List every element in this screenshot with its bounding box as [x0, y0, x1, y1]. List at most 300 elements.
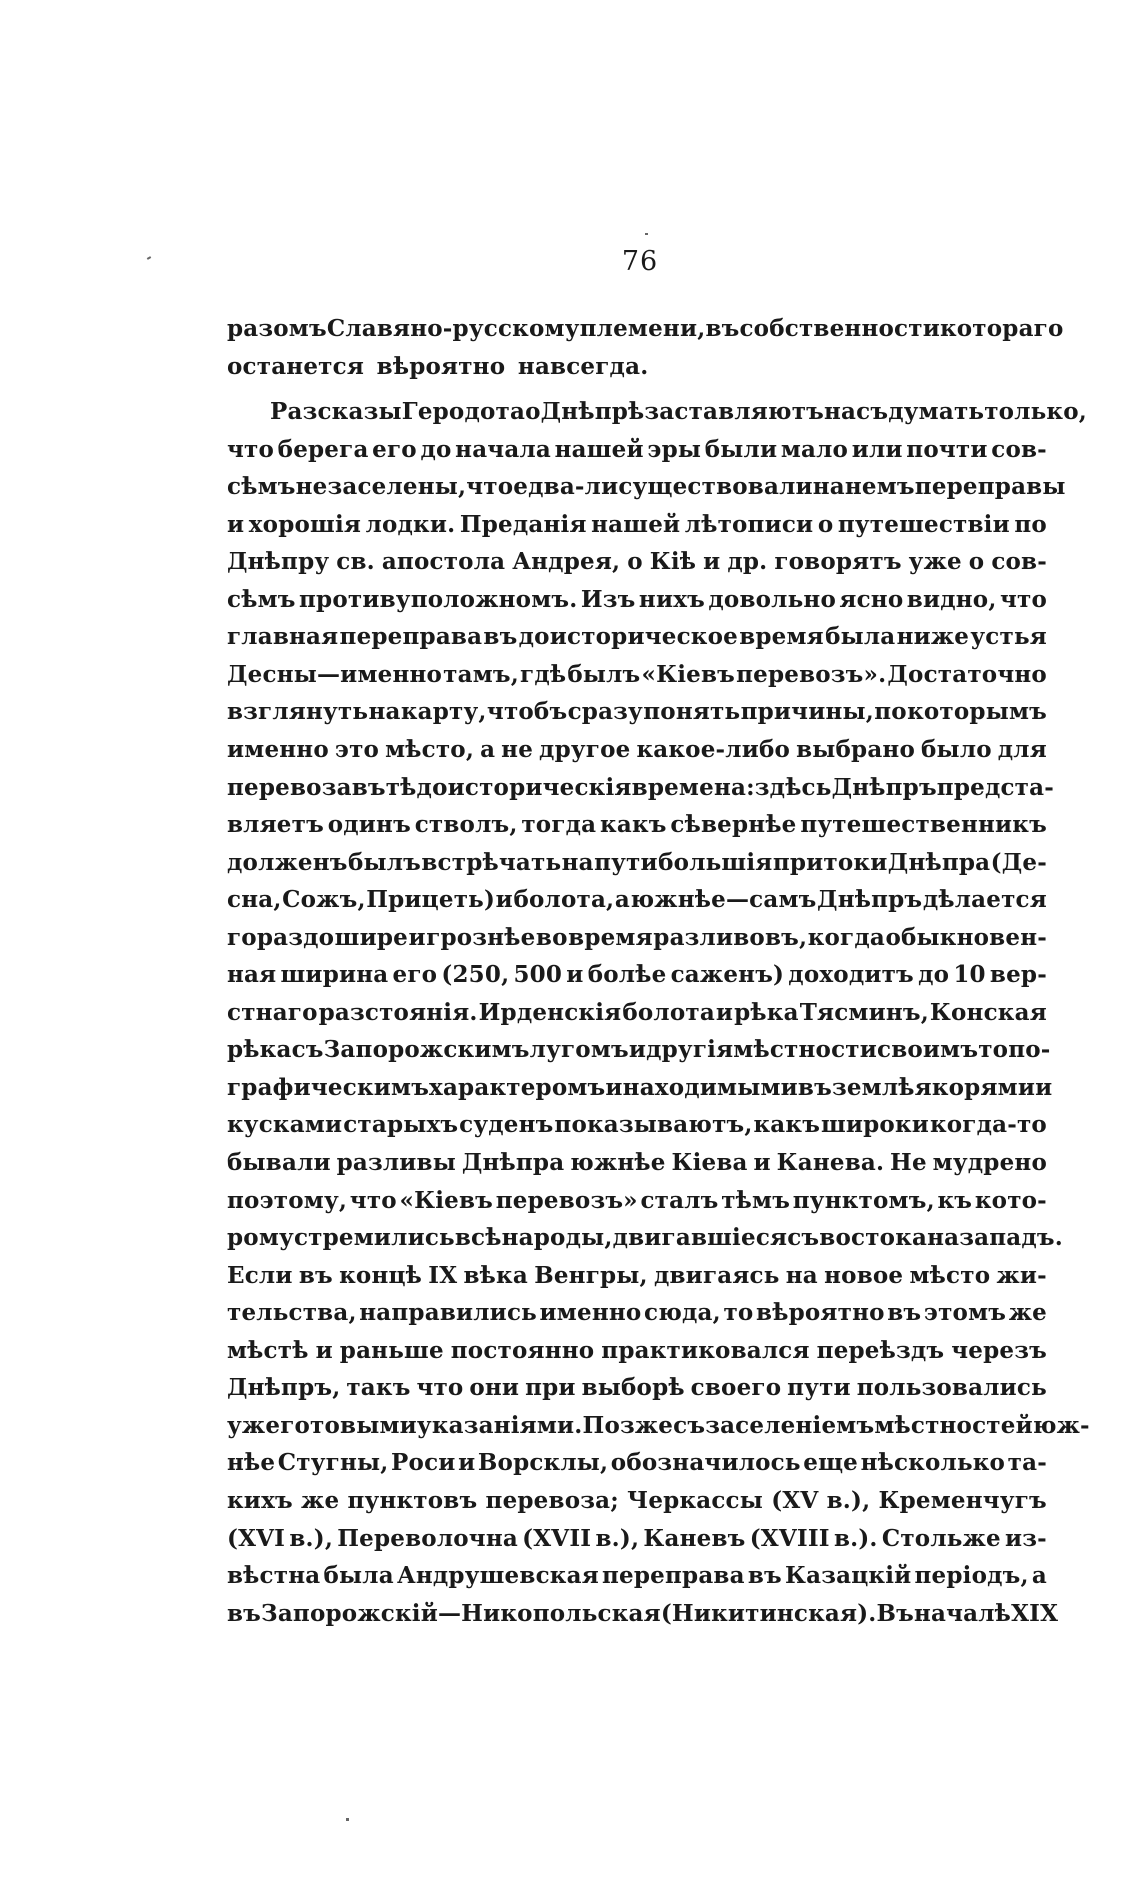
word: почти: [906, 435, 988, 463]
word: Кременчугъ: [878, 1486, 1047, 1514]
word: рѣка: [227, 1036, 292, 1064]
word: двигавшіеся: [612, 1224, 788, 1252]
word: разливовъ,: [653, 923, 808, 951]
word: «Кіевъ: [641, 660, 735, 688]
word: всѣ: [454, 1224, 502, 1252]
text-line: [227, 769, 1054, 807]
word: въ: [483, 623, 518, 651]
word: что: [349, 1186, 397, 1214]
text-line: [227, 1219, 1063, 1257]
word: о: [525, 398, 541, 426]
word: его: [392, 961, 438, 989]
word: показываютъ,: [554, 1111, 753, 1139]
word: гдѣ: [520, 660, 567, 688]
word: кото-: [974, 1186, 1047, 1214]
word: переправы: [914, 473, 1066, 501]
text-line: [227, 1407, 1090, 1445]
word: его: [372, 435, 417, 463]
word: перевозъ».: [736, 660, 887, 688]
word: и: [315, 1336, 333, 1364]
word: время: [739, 623, 824, 651]
text-line: [227, 994, 1047, 1032]
word: нашей: [554, 435, 644, 463]
word: на: [368, 698, 401, 726]
word: 10: [953, 961, 986, 989]
text-line: [227, 1482, 1047, 1520]
word: и: [495, 886, 513, 914]
word: стнаго: [227, 998, 318, 1026]
word: хорошія: [248, 510, 362, 538]
word: и: [1035, 1073, 1053, 1101]
word: то: [723, 1299, 754, 1327]
word: заставляютъ: [644, 398, 825, 426]
word: перевоза: [227, 773, 352, 801]
word: вѣроятно: [376, 352, 506, 380]
word: доисторическія: [416, 773, 632, 801]
word: пунктовъ: [347, 1486, 478, 1514]
word: только,: [984, 398, 1087, 426]
text-line: [227, 844, 1047, 882]
word: шире: [334, 923, 408, 951]
word: св.: [336, 548, 375, 576]
word: Славяно-русскому: [326, 315, 580, 342]
word: видно,: [906, 585, 997, 613]
word: противуположномъ.: [299, 585, 578, 613]
word: здѣсь: [754, 773, 832, 801]
word: уже: [227, 1411, 281, 1439]
page-number: 76: [621, 246, 659, 277]
word: начала: [455, 435, 551, 463]
word: какое-либо: [636, 736, 791, 764]
word: взглянуть: [227, 698, 369, 726]
word: (250,: [441, 961, 510, 989]
word: вер-: [989, 961, 1047, 989]
word: сѣвернѣе: [670, 811, 797, 839]
word: не: [501, 736, 534, 764]
word: пользовались: [856, 1374, 1047, 1402]
word: какъ: [600, 811, 667, 839]
word: другое: [539, 736, 631, 764]
word: ясно: [839, 585, 904, 613]
word: устья: [970, 623, 1047, 651]
word: пунктомъ,: [792, 1186, 935, 1214]
word: жи-: [996, 1261, 1047, 1289]
word: собственности: [739, 315, 940, 342]
word: Позже: [582, 1411, 674, 1439]
word: когда-то: [929, 1111, 1047, 1139]
word: (XVII: [522, 1524, 592, 1552]
word: въ: [298, 1261, 333, 1289]
word: Конская: [929, 998, 1047, 1026]
word: встрѣчать: [421, 848, 562, 876]
word: мало: [780, 435, 849, 463]
word: путешественникъ: [800, 811, 1047, 839]
word: а: [480, 736, 496, 764]
word: вѣстна: [227, 1562, 321, 1590]
word: Преданія: [459, 510, 587, 538]
word: постоянно: [450, 1336, 595, 1364]
word: лѣтописи: [684, 510, 814, 538]
text-line: [227, 693, 1047, 731]
text-line: [227, 1557, 1047, 1595]
word: болота: [622, 998, 715, 1026]
word: съ: [673, 1411, 706, 1439]
word: своимъ: [877, 1036, 979, 1064]
word: разстоянія.: [318, 998, 478, 1026]
word: 500: [513, 961, 563, 989]
text-line: [227, 1031, 1051, 1069]
word: тельства,: [227, 1299, 357, 1327]
word: они: [469, 1374, 520, 1402]
word: (XVI: [227, 1524, 286, 1552]
word: что: [466, 473, 514, 501]
word: Днѣпра: [461, 1149, 565, 1177]
word: или: [851, 435, 903, 463]
word: въ: [705, 315, 740, 342]
word: время: [568, 923, 653, 951]
word: тѣмъ: [721, 1186, 791, 1214]
word: суденъ: [459, 1111, 554, 1139]
word: довольно: [708, 585, 836, 613]
word: котораго: [939, 315, 1064, 342]
word: при: [525, 1374, 576, 1402]
text-line: [227, 1332, 1047, 1370]
word: саженъ): [670, 961, 785, 989]
word: раньше: [339, 1336, 444, 1364]
text-line: [227, 881, 1047, 919]
text-line: [227, 1444, 1047, 1482]
word: что: [227, 435, 275, 463]
word: насъ: [824, 398, 889, 426]
word: тѣ: [385, 773, 417, 801]
word: в.).: [833, 1524, 878, 1552]
word: едва-ли: [513, 473, 619, 501]
text-line: [227, 1069, 1053, 1107]
word: южнѣе—самъ: [630, 886, 817, 914]
word: лугомъ: [529, 1036, 629, 1064]
text-line: [227, 731, 1047, 769]
word: на: [561, 848, 594, 876]
word: и: [715, 998, 734, 1026]
word: пути: [594, 848, 658, 876]
word: Изъ: [580, 585, 636, 613]
word: кихъ: [227, 1486, 293, 1514]
word: Кіѣ: [649, 548, 697, 576]
text-line: [227, 1144, 1047, 1182]
word: Черкассы: [627, 1486, 764, 1514]
scan-speck: [147, 256, 151, 260]
word: народы,: [501, 1224, 613, 1252]
word: поэтому,: [227, 1186, 348, 1214]
word: въ: [747, 1562, 782, 1590]
word: и: [227, 510, 245, 538]
word: Если: [227, 1261, 293, 1289]
word: существовали: [618, 473, 813, 501]
word: Разсказы: [270, 398, 402, 426]
word: сразу: [567, 698, 643, 726]
word: до: [420, 435, 452, 463]
word: Кіева: [671, 1149, 748, 1177]
word: вляетъ: [227, 811, 324, 839]
word: землѣ: [831, 1073, 915, 1101]
word: болота,: [513, 886, 615, 914]
word: вѣка: [463, 1261, 528, 1289]
word: пути: [787, 1374, 851, 1402]
word: и: [566, 961, 584, 989]
word: періодъ,: [914, 1562, 1029, 1590]
word: а: [614, 886, 630, 914]
word: Геродота: [401, 398, 526, 426]
word: Днѣпръ,: [227, 1374, 341, 1402]
word: нѣсколько: [860, 1449, 1006, 1477]
word: мѣсто,: [385, 736, 475, 764]
text-line: [227, 431, 1047, 469]
word: о: [968, 548, 985, 576]
word: сѣмъ: [227, 585, 296, 613]
word: Тясминъ,: [799, 998, 929, 1026]
word: долженъ: [227, 848, 348, 876]
word: Въ: [876, 1599, 914, 1627]
word: «Кіевъ: [399, 1186, 494, 1214]
word: мѣстности: [733, 1036, 877, 1064]
word: Каневъ: [643, 1524, 746, 1552]
word: говорятъ: [774, 548, 902, 576]
word: во: [535, 923, 568, 951]
word: и: [628, 1036, 647, 1064]
word: Достаточно: [887, 660, 1047, 688]
word: рѣка: [734, 998, 799, 1026]
word: (Де-: [990, 848, 1047, 876]
word: Казацкій: [784, 1562, 912, 1590]
word: мѣсто: [909, 1261, 991, 1289]
word: это: [334, 736, 380, 764]
word: главная: [227, 623, 339, 651]
word: в.),: [289, 1524, 334, 1552]
word: нѣе: [227, 1449, 276, 1477]
word: сов-: [991, 548, 1047, 576]
word: разливы: [336, 1149, 456, 1177]
word: болѣе: [587, 961, 667, 989]
word: же: [301, 1486, 340, 1514]
word: эры: [647, 435, 702, 463]
word: уже: [908, 548, 962, 576]
word: и: [408, 923, 426, 951]
word: востока: [819, 1224, 928, 1252]
word: такъ: [346, 1374, 411, 1402]
word: якорями: [914, 1073, 1036, 1101]
word: Переволочна: [337, 1524, 518, 1552]
text-line: [227, 468, 1066, 506]
word: западъ.: [959, 1224, 1063, 1252]
text-line: [227, 1369, 1047, 1407]
word: из-: [1005, 1524, 1047, 1552]
word: по: [1014, 510, 1047, 538]
word: карту,: [400, 698, 487, 726]
word: незаселены,: [295, 473, 467, 501]
word: грознѣе: [426, 923, 536, 951]
text-line: [227, 348, 1047, 386]
word: рому: [227, 1224, 294, 1252]
word: этомъ: [923, 1299, 1007, 1327]
word: доисторическое: [518, 623, 738, 651]
word: переправа: [339, 623, 483, 651]
text-line: [227, 1294, 1047, 1332]
word: тогда: [521, 811, 597, 839]
word: др.: [727, 548, 768, 576]
word: ширина: [280, 961, 389, 989]
word: ная: [227, 961, 277, 989]
word: Андрея,: [512, 548, 621, 576]
word: разомъ: [227, 315, 327, 342]
word: переѣздъ: [816, 1336, 945, 1364]
word: Венгры,: [534, 1261, 648, 1289]
word: причины,: [740, 698, 874, 726]
word: переправа: [602, 1562, 745, 1590]
word: концѣ: [339, 1261, 423, 1289]
word: заселеніемъ: [705, 1411, 875, 1439]
word: берега: [277, 435, 369, 463]
word: обозначилось: [610, 1449, 801, 1477]
word: въ: [887, 1299, 922, 1327]
text-line: [227, 656, 1047, 694]
word: Днѣпру: [227, 548, 330, 576]
word: съ: [291, 1036, 324, 1064]
page-text: [227, 310, 1090, 1632]
word: когда: [807, 923, 885, 951]
word: топо-: [978, 1036, 1051, 1064]
word: перевоза;: [485, 1486, 619, 1514]
word: въ: [797, 1073, 832, 1101]
word: сюда,: [644, 1299, 721, 1327]
word: былъ: [347, 848, 422, 876]
text-line: [227, 1520, 1047, 1558]
word: апостола: [381, 548, 506, 576]
word: и: [458, 1449, 476, 1477]
word: была: [825, 623, 896, 651]
word: широки: [820, 1111, 930, 1139]
word: сна,: [227, 886, 282, 914]
word: притоки: [772, 848, 888, 876]
word: и: [703, 548, 721, 576]
word: нашей: [591, 510, 681, 538]
word: XIX: [1011, 1599, 1059, 1627]
word: практиковался: [601, 1336, 810, 1364]
word: (XV: [771, 1486, 819, 1514]
word: мудрено: [932, 1149, 1047, 1177]
word: Ирденскія: [478, 998, 622, 1026]
text-line: [227, 393, 1087, 431]
word: Запорожскій—Никопольская: [261, 1599, 661, 1627]
word: Роси: [391, 1449, 456, 1477]
text-line: [227, 1257, 1047, 1295]
text-line: [227, 1106, 1047, 1144]
word: мѣстѣ: [227, 1336, 309, 1364]
word: племени,: [579, 315, 706, 342]
word: перевозъ»: [495, 1186, 638, 1214]
text-line: [227, 1182, 1047, 1220]
word: Днѣпръ: [817, 886, 923, 914]
word: IX: [428, 1261, 458, 1289]
word: черезъ: [951, 1336, 1047, 1364]
word: Не: [890, 1149, 927, 1177]
word: и: [753, 1149, 771, 1177]
word: думать: [888, 398, 985, 426]
word: Десны—именно: [227, 660, 443, 688]
word: именно: [227, 736, 329, 764]
word: до: [918, 961, 950, 989]
word: гораздо: [227, 923, 335, 951]
word: чтобъ: [486, 698, 568, 726]
word: выборѣ: [581, 1374, 685, 1402]
text-line: [227, 956, 1047, 994]
word: что: [416, 1374, 464, 1402]
word: Днѣпръ: [831, 773, 937, 801]
word: вѣроятно: [756, 1299, 885, 1327]
word: доходитъ: [788, 961, 914, 989]
word: о: [817, 510, 834, 538]
word: въ: [351, 773, 386, 801]
word: своего: [690, 1374, 782, 1402]
word: къ: [937, 1186, 973, 1214]
word: былъ: [567, 660, 641, 688]
word: кусками: [227, 1111, 343, 1139]
word: что: [999, 585, 1047, 613]
word: же: [1008, 1299, 1047, 1327]
word: указаніями.: [416, 1411, 583, 1439]
word: именно: [539, 1299, 642, 1327]
word: и: [605, 1073, 623, 1101]
scan-speck: [346, 1818, 349, 1821]
word: в.),: [595, 1524, 640, 1552]
word: на: [927, 1224, 960, 1252]
word: стволъ,: [414, 811, 518, 839]
word: Днѣпрѣ: [540, 398, 645, 426]
word: сов-: [991, 435, 1047, 463]
word: а: [1031, 1562, 1047, 1590]
word: Стугны,: [277, 1449, 389, 1477]
word: та-: [1007, 1449, 1047, 1477]
word: в.),: [826, 1486, 871, 1514]
word: началѣ: [913, 1599, 1012, 1627]
text-line: [227, 543, 1047, 581]
word: дѣлается: [922, 886, 1047, 914]
word: старыхъ: [343, 1111, 459, 1139]
word: навсегда.: [517, 352, 649, 380]
word: большія: [658, 848, 773, 876]
word: Канева.: [776, 1149, 885, 1177]
word: Днѣпра: [887, 848, 991, 876]
word: графическимъ: [227, 1073, 430, 1101]
word: мѣстностей: [874, 1411, 1033, 1439]
word: еще: [803, 1449, 859, 1477]
word: новое: [824, 1261, 904, 1289]
word: (Никитинская).: [660, 1599, 877, 1627]
word: Прицеть): [366, 886, 496, 914]
word: съ: [787, 1224, 820, 1252]
word: обыкновен-: [885, 923, 1047, 951]
text-line: [227, 1595, 1059, 1633]
word: Андрушевская: [396, 1562, 599, 1590]
word: двигаясь: [653, 1261, 780, 1289]
text-line: [227, 506, 1047, 544]
word: времена:: [631, 773, 755, 801]
word: на: [785, 1261, 818, 1289]
word: было: [921, 736, 992, 764]
word: характеромъ: [429, 1073, 606, 1101]
word: Стольже: [881, 1524, 1001, 1552]
word: тамъ,: [443, 660, 519, 688]
word: какъ: [753, 1111, 821, 1139]
